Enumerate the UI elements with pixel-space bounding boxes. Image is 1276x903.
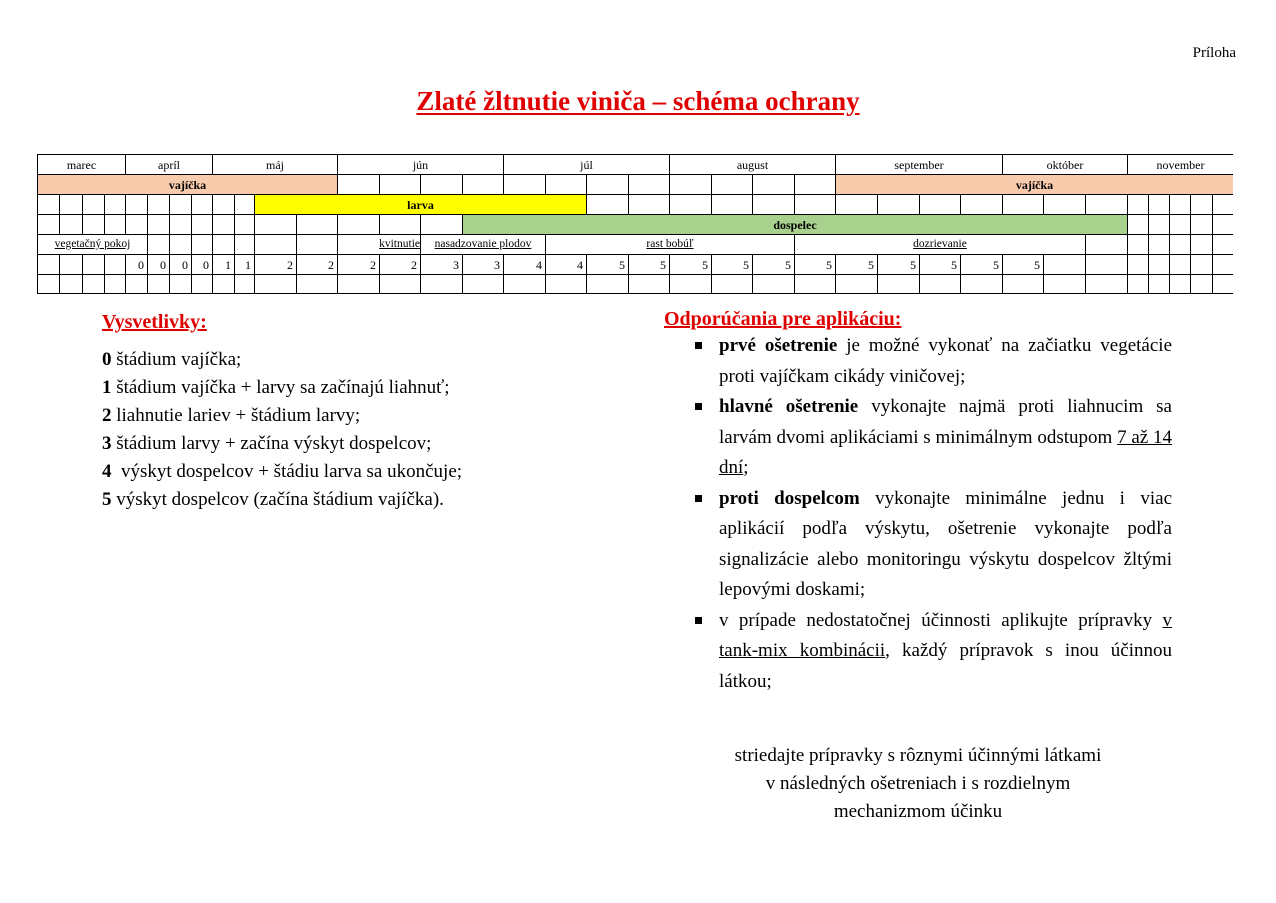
recommendation-text: je možné vykonať na začiatku vegetácie proti vajíčkam cikády viničovej; xyxy=(719,335,1173,387)
grid-cell xyxy=(1190,214,1212,234)
grid-cell xyxy=(104,214,125,234)
grid-cell xyxy=(835,274,877,294)
phenology-berry-growth: rast bobúľ xyxy=(545,234,794,254)
legend-heading: Vysvetlivky: xyxy=(102,311,207,333)
recommendations-list xyxy=(664,331,1172,697)
month-header: jún xyxy=(337,154,503,174)
recommendation-bold-text: prvé ošetrenie xyxy=(719,335,838,356)
grid-cell xyxy=(1127,194,1148,214)
larva-stage-bar: larva xyxy=(254,194,586,214)
stage-number-cell: 5 xyxy=(586,254,628,274)
grid-cell xyxy=(835,194,877,214)
grid-cell xyxy=(1169,194,1190,214)
grid-cell xyxy=(1043,194,1085,214)
grid-cell xyxy=(711,274,752,294)
phenology-flowering: kvitnutie xyxy=(337,234,420,254)
month-header: júl xyxy=(503,154,669,174)
grid-cell xyxy=(191,194,212,214)
grid-cell xyxy=(628,274,669,294)
recommendations-section xyxy=(664,308,1172,697)
grid-cell xyxy=(234,194,254,214)
legend-item xyxy=(102,430,462,458)
grid-cell xyxy=(1148,194,1169,214)
grid-cell xyxy=(212,214,234,234)
legend-item xyxy=(102,346,462,374)
grid-cell xyxy=(1212,194,1233,214)
grid-cell xyxy=(1169,214,1190,234)
grid-cell xyxy=(104,274,125,294)
grid-cell xyxy=(1169,274,1190,294)
grid-cell xyxy=(420,214,462,234)
grid-cell xyxy=(147,274,169,294)
closing-line: v následných ošetreniach i s rozdielnym xyxy=(765,773,1071,794)
bullet-square-icon xyxy=(695,342,702,349)
grid-cell xyxy=(169,274,191,294)
grid-cell xyxy=(794,174,835,194)
grid-cell xyxy=(254,214,296,234)
grid-cell xyxy=(59,274,82,294)
recommendation-item xyxy=(664,484,1172,606)
stage-number-cell: 3 xyxy=(420,254,462,274)
phenology-dormancy: vegetačný pokoj xyxy=(37,234,147,254)
recommendation-tail-text: , každý prípravok s inou účinnou látkou; xyxy=(719,640,1172,692)
grid-cell xyxy=(462,174,503,194)
grid-cell xyxy=(104,194,125,214)
legend-item xyxy=(102,486,462,514)
grid-cell xyxy=(503,274,545,294)
grid-cell xyxy=(545,274,586,294)
grid-cell xyxy=(1002,274,1043,294)
grid-cell xyxy=(212,274,234,294)
grid-cell xyxy=(125,214,147,234)
closing-line: striedajte prípravky s rôznymi účinnými látkami xyxy=(734,745,1102,766)
legend-item-number: 2 xyxy=(102,405,112,426)
grid-cell xyxy=(337,174,379,194)
stage-number-cell: 5 xyxy=(628,254,669,274)
grid-cell xyxy=(1148,234,1169,254)
closing-line: mechanizmom účinku xyxy=(833,801,1003,822)
grid-cell xyxy=(628,174,669,194)
grid-cell xyxy=(212,234,234,254)
grid-cell xyxy=(752,274,794,294)
grid-cell xyxy=(191,274,212,294)
grid-cell xyxy=(82,214,104,234)
legend-item-number: 5 xyxy=(102,489,112,510)
recommendation-tail-text: ; xyxy=(743,457,749,478)
grid-cell xyxy=(147,234,169,254)
stage-number-cell: 5 xyxy=(752,254,794,274)
month-header: august xyxy=(669,154,835,174)
stage-number-cell: 2 xyxy=(379,254,420,274)
stage-number-cell: 1 xyxy=(234,254,254,274)
grid-cell xyxy=(234,234,254,254)
legend-list xyxy=(102,346,462,514)
grid-cell xyxy=(379,174,420,194)
grid-cell xyxy=(877,194,919,214)
recommendation-underlined-text: v tank-mix kombinácii xyxy=(719,609,1172,661)
grid-cell xyxy=(1127,274,1148,294)
grid-cell xyxy=(125,274,147,294)
grid-cell xyxy=(1085,194,1127,214)
grid-cell xyxy=(1043,274,1085,294)
grid-cell xyxy=(1169,254,1190,274)
grid-cell xyxy=(919,194,960,214)
grid-cell xyxy=(586,174,628,194)
grid-cell xyxy=(1127,254,1148,274)
month-header: november xyxy=(1127,154,1233,174)
grid-cell xyxy=(37,274,59,294)
recommendations-heading: Odporúčania pre aplikáciu: xyxy=(664,308,902,330)
grid-cell xyxy=(1127,214,1148,234)
grid-cell xyxy=(254,274,296,294)
stage-number-cell: 5 xyxy=(835,254,877,274)
legend-section xyxy=(102,308,462,514)
grid-cell xyxy=(1190,234,1212,254)
grid-cell xyxy=(794,194,835,214)
phenology-ripening: dozrievanie xyxy=(794,234,1085,254)
month-header: október xyxy=(1002,154,1127,174)
annex-label: Príloha xyxy=(1192,45,1236,61)
legend-item-number: 0 xyxy=(102,349,112,370)
grid-cell xyxy=(104,254,125,274)
grid-cell xyxy=(82,254,104,274)
grid-cell xyxy=(59,194,82,214)
grid-cell xyxy=(37,214,59,234)
grid-cell xyxy=(919,274,960,294)
legend-item-text: liahnutie lariev + štádium larvy; xyxy=(111,405,361,426)
grid-cell xyxy=(1127,234,1148,254)
grid-cell xyxy=(503,174,545,194)
protection-schedule-table xyxy=(37,154,1257,294)
grid-cell xyxy=(337,274,379,294)
grid-cell xyxy=(960,194,1002,214)
bullet-square-icon xyxy=(695,495,702,502)
stage-number-cell: 4 xyxy=(545,254,586,274)
phenology-fruit-set: nasadzovanie plodov xyxy=(420,234,545,254)
grid-cell xyxy=(234,214,254,234)
grid-cell xyxy=(1002,194,1043,214)
grid-cell xyxy=(752,174,794,194)
stage-number-cell: 4 xyxy=(503,254,545,274)
recommendation-bold-text: hlavné ošetrenie xyxy=(719,396,859,417)
grid-cell xyxy=(379,214,420,234)
grid-cell xyxy=(234,274,254,294)
legend-item-text: štádium vajíčka + larvy sa začínajú liahnuť; xyxy=(111,377,450,398)
grid-cell xyxy=(420,274,462,294)
grid-cell xyxy=(545,174,586,194)
grid-cell xyxy=(711,194,752,214)
grid-cell xyxy=(960,274,1002,294)
grid-cell xyxy=(1148,254,1169,274)
stage-number-cell: 0 xyxy=(169,254,191,274)
grid-cell xyxy=(586,194,628,214)
closing-note xyxy=(664,742,1172,826)
grid-cell xyxy=(1148,274,1169,294)
stage-number-cell: 5 xyxy=(877,254,919,274)
grid-cell xyxy=(147,214,169,234)
recommendation-item xyxy=(664,331,1172,392)
grid-cell xyxy=(1190,254,1212,274)
grid-cell xyxy=(379,274,420,294)
grid-cell xyxy=(147,194,169,214)
stage-number-cell: 3 xyxy=(462,254,503,274)
page-title: Zlaté žltnutie viniča – schéma ochrany xyxy=(416,86,860,116)
grid-cell xyxy=(1085,274,1127,294)
stage-number-cell: 1 xyxy=(212,254,234,274)
month-header: apríl xyxy=(125,154,212,174)
month-header: september xyxy=(835,154,1002,174)
stage-number-cell: 5 xyxy=(960,254,1002,274)
grid-cell xyxy=(1085,254,1127,274)
grid-cell xyxy=(82,274,104,294)
stage-number-cell: 5 xyxy=(919,254,960,274)
grid-cell xyxy=(462,274,503,294)
egg-stage-bar-autumn: vajíčka xyxy=(835,174,1233,194)
stage-number-cell: 5 xyxy=(669,254,711,274)
stage-number-cell: 2 xyxy=(337,254,379,274)
grid-cell xyxy=(711,174,752,194)
legend-item-text: výskyt dospelcov (začína štádium vajíčka). xyxy=(111,489,444,510)
grid-cell xyxy=(1085,234,1127,254)
grid-cell xyxy=(37,194,59,214)
legend-item-number: 1 xyxy=(102,377,112,398)
legend-item-number: 4 xyxy=(102,461,112,482)
grid-cell xyxy=(1212,234,1233,254)
legend-item-number: 3 xyxy=(102,433,112,454)
grid-cell xyxy=(59,214,82,234)
recommendation-underlined-text: 7 až 14 dní xyxy=(719,426,1172,478)
stage-number-cell: 0 xyxy=(191,254,212,274)
recommendation-text: vykonajte minimálne jednu i viac aplikácií podľa výskytu, ošetrenie vykonajte podľa signalizácie alebo monitoringu výskytu dospelcov žltými lepovými doskami; xyxy=(719,487,1172,600)
recommendation-text: v prípade nedostatočnej účinnosti aplikujte prípravky xyxy=(719,609,1163,631)
grid-cell xyxy=(877,274,919,294)
bullet-square-icon xyxy=(695,617,702,624)
grid-cell xyxy=(586,274,628,294)
recommendation-item xyxy=(664,606,1172,698)
grid-cell xyxy=(794,274,835,294)
grid-cell xyxy=(628,194,669,214)
grid-cell xyxy=(296,234,337,254)
legend-item xyxy=(102,402,462,430)
legend-item xyxy=(102,374,462,402)
grid-cell xyxy=(59,254,82,274)
grid-cell xyxy=(37,254,59,274)
stage-number-cell: 5 xyxy=(1002,254,1043,274)
adult-stage-bar: dospelec xyxy=(462,214,1127,234)
legend-item-text: štádium larvy + začína výskyt dospelcov; xyxy=(111,433,432,454)
grid-cell xyxy=(1190,274,1212,294)
month-header: máj xyxy=(212,154,337,174)
recommendation-bold-text: proti dospelcom xyxy=(719,487,860,509)
stage-number-cell: 2 xyxy=(296,254,337,274)
stage-number-cell: 2 xyxy=(254,254,296,274)
recommendation-item xyxy=(664,392,1172,484)
grid-cell xyxy=(1169,234,1190,254)
grid-cell xyxy=(669,274,711,294)
grid-cell xyxy=(1212,214,1233,234)
stage-number-cell: 5 xyxy=(711,254,752,274)
grid-cell xyxy=(669,194,711,214)
grid-cell xyxy=(296,274,337,294)
legend-item-text: štádium vajíčka; xyxy=(111,349,242,370)
grid-cell xyxy=(1212,254,1233,274)
grid-cell xyxy=(1043,254,1085,274)
bullet-square-icon xyxy=(695,403,702,410)
egg-stage-bar-spring: vajíčka xyxy=(37,174,337,194)
recommendation-text: vykonajte najmä proti liahnucim sa larvám dvomi aplikáciami s minimálnym odstupom xyxy=(719,396,1172,448)
grid-cell xyxy=(125,194,147,214)
stage-number-cell: 0 xyxy=(125,254,147,274)
grid-cell xyxy=(254,234,296,254)
grid-cell xyxy=(337,214,379,234)
grid-cell xyxy=(191,234,212,254)
stage-number-cell: 0 xyxy=(147,254,169,274)
grid-cell xyxy=(212,194,234,214)
legend-item-text: výskyt dospelcov + štádiu larva sa ukončuje; xyxy=(111,461,463,482)
month-header: marec xyxy=(37,154,125,174)
grid-cell xyxy=(191,214,212,234)
legend-item xyxy=(102,458,462,486)
grid-cell xyxy=(669,174,711,194)
grid-cell xyxy=(296,214,337,234)
grid-cell xyxy=(169,194,191,214)
grid-cell xyxy=(1148,214,1169,234)
grid-cell xyxy=(420,174,462,194)
grid-cell xyxy=(169,234,191,254)
stage-number-cell: 5 xyxy=(794,254,835,274)
grid-cell xyxy=(752,194,794,214)
grid-cell xyxy=(169,214,191,234)
grid-cell xyxy=(82,194,104,214)
grid-cell xyxy=(1190,194,1212,214)
grid-cell xyxy=(1212,274,1233,294)
